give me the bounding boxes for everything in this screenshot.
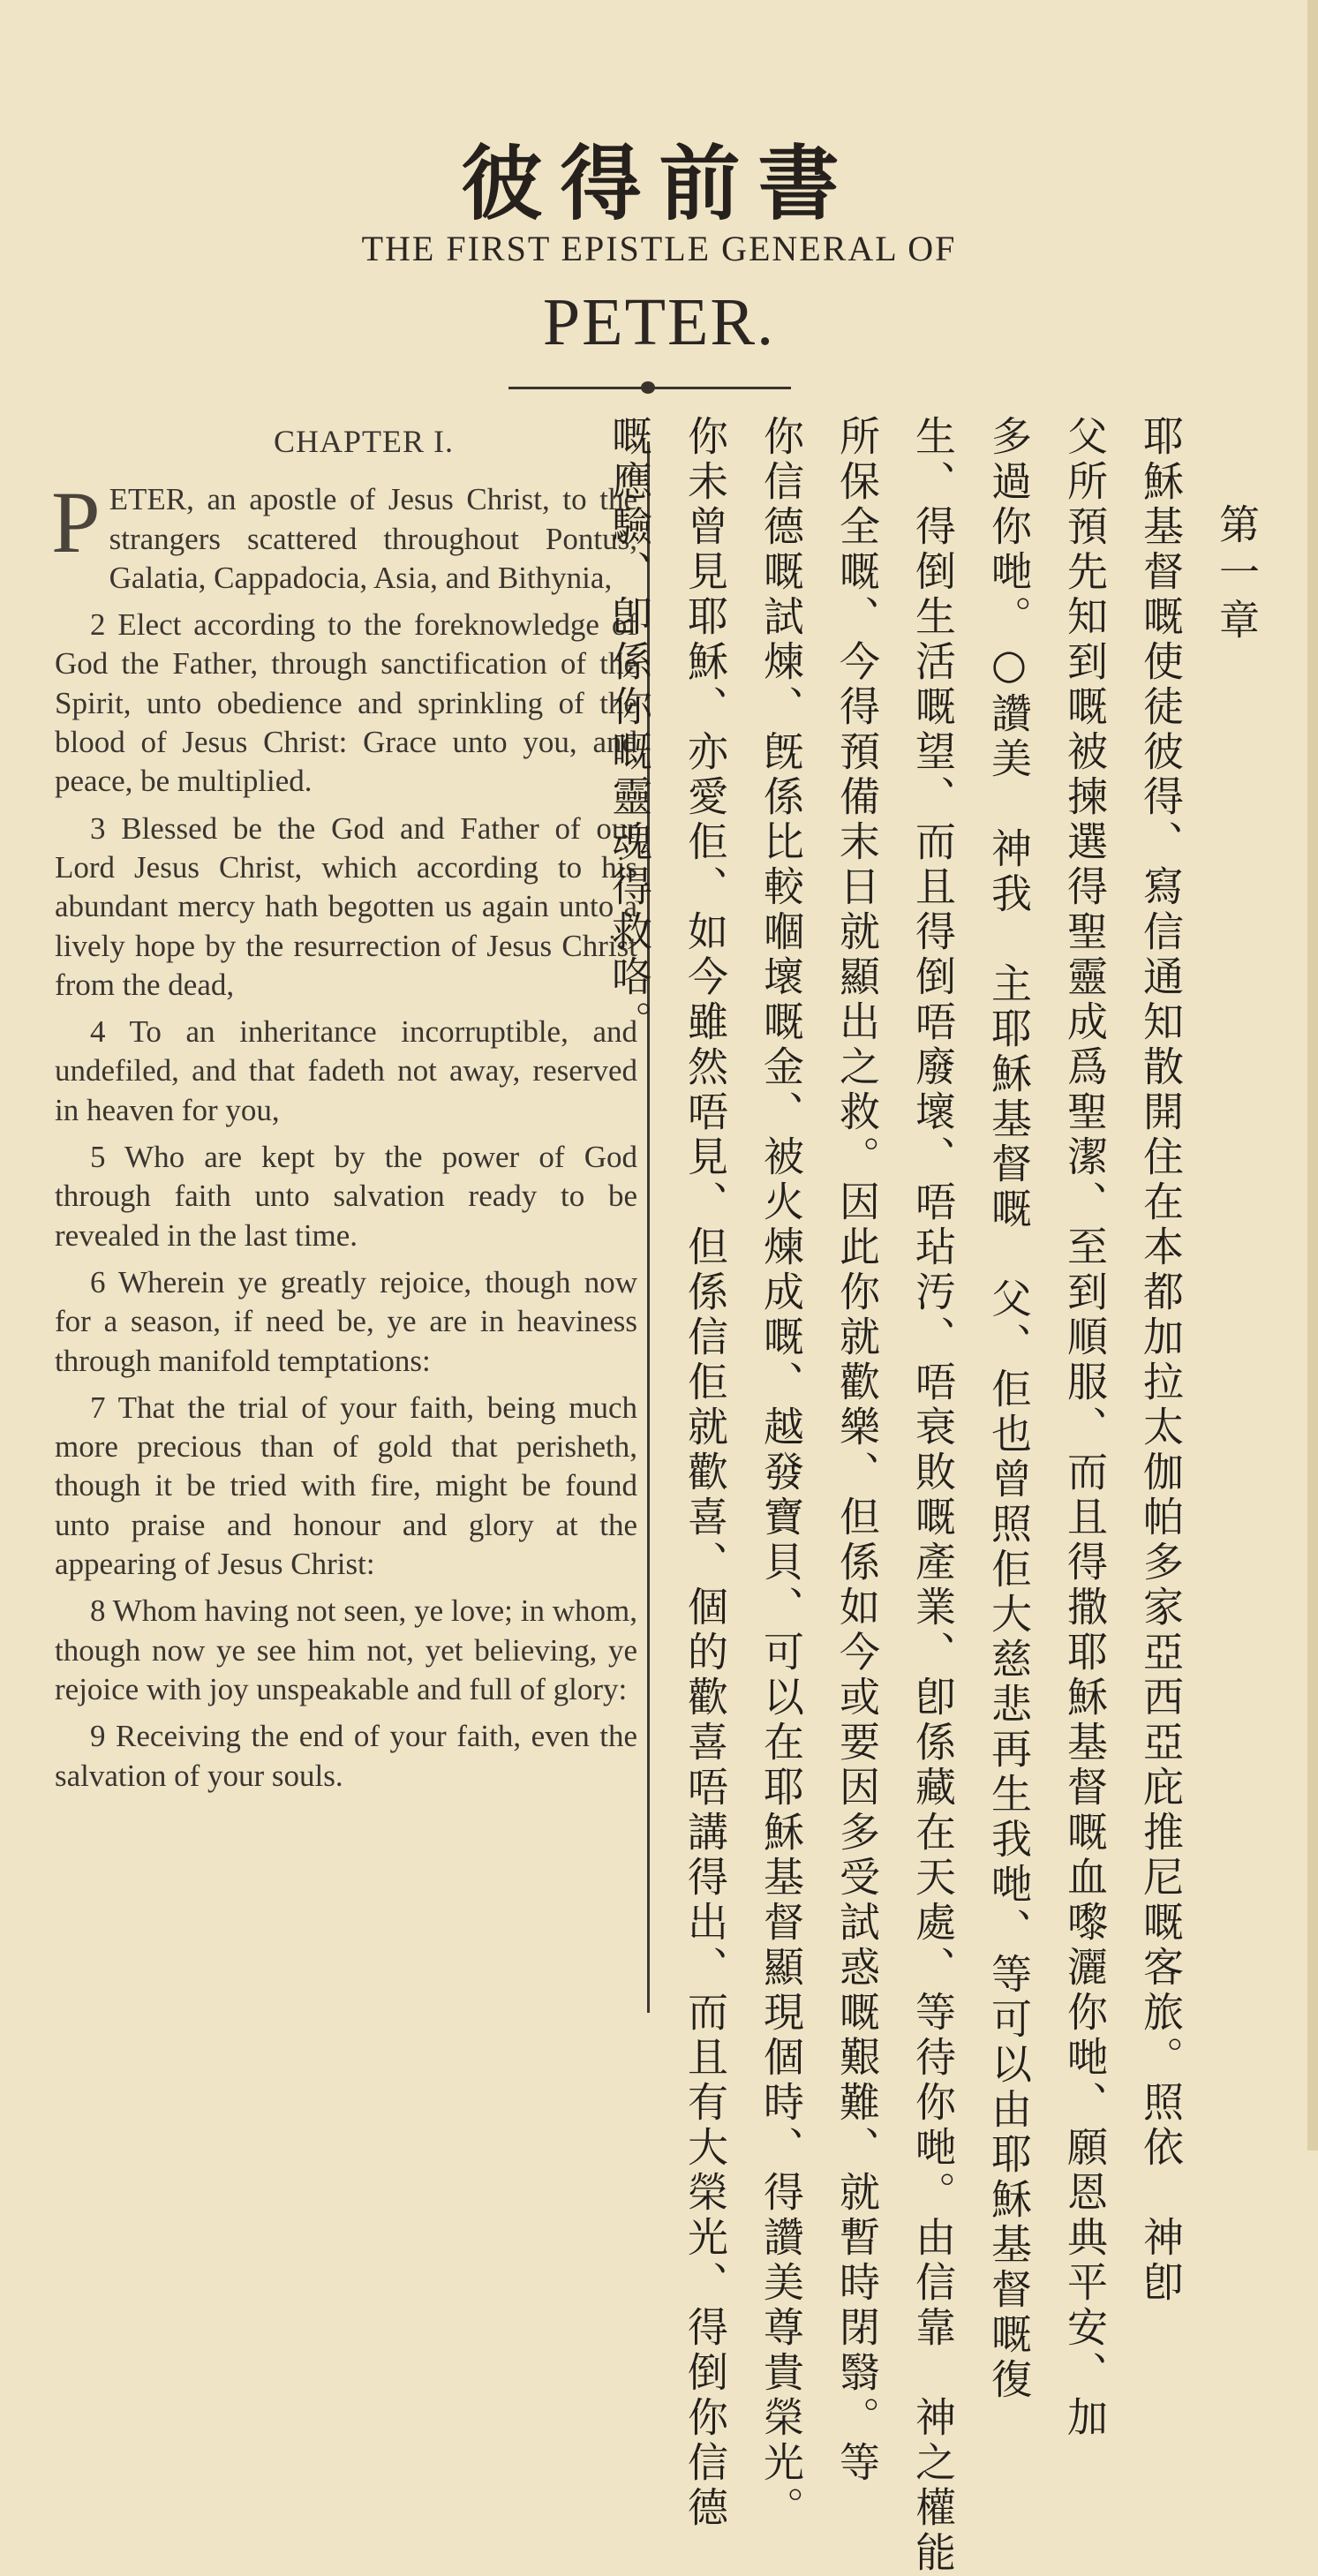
english-subtitle: THE FIRST EPISTLE GENERAL OF	[361, 229, 957, 268]
chinese-chapter-heading: 第一章	[1213, 503, 1261, 646]
verse-9: 9 Receiving the end of your faith, even the salvation of your souls.	[55, 1719, 637, 1793]
chinese-line: 你未曾見耶穌、亦愛佢、如今雖然唔見、但係信佢就歡喜、個的歡喜唔講得出、而且有大榮光、得倒你信德	[682, 415, 729, 2531]
chinese-book-title: 彼得前書	[461, 136, 857, 231]
verse-7: 7 That the trial of your faith, being much more precious than of gold that perisheth, though it be tried with fire, might be found unto praise and honour and glory at the appearing of Jesus Christ:	[55, 1390, 637, 1582]
chinese-line: 你信德嘅試煉、旣係比較嗰壞嘅金、被火煉成嘅、越發寶貝、可以在耶穌基督顯現個時、得讚美尊貴榮光。	[757, 415, 805, 2531]
chinese-line: 嘅應驗、卽係你嘅靈魂得救咯。	[606, 415, 653, 1045]
chapter-heading: CHAPTER I.	[273, 424, 454, 459]
verse-8: 8 Whom having not seen, ye love; in whom, though now ye see him not, yet believing, ye rejoice with joy unspeakable and full of glory:	[55, 1593, 637, 1706]
english-book-title: PETER.	[542, 285, 776, 359]
verse-1: PETER, an apostle of Jesus Christ, to the strangers scattered throughout Pontus, Galatia, Cappadocia, Asia, and Bithynia,	[51, 473, 637, 595]
bleed-through-header	[0, 49, 1318, 93]
chinese-line: 生、得倒生活嘅望、而且得倒唔廢壞、唔玷汚、唔衰敗嘅產業、卽係藏在天處、等待你哋。由信靠 神之權能	[909, 415, 957, 2576]
chinese-text-column	[606, 415, 1262, 2576]
verse-6: 6 Wherein ye greatly rejoice, though now for a season, if need be, ye are in heaviness through manifold temptations:	[55, 1264, 637, 1378]
chinese-line: 耶穌基督嘅使徒彼得、寫信通知散開住在本都加拉太伽帕多家亞西亞庇推尼嘅客旅。照依 神卽	[1137, 415, 1185, 2306]
verse-2: 2 Elect according to the foreknowledge of God the Father, through sanctification of the Spirit, unto obedience and sprinkling of the blood of Jesus Christ: Grace unto you, and peace, be multiplied.	[55, 607, 637, 799]
english-text-column	[51, 422, 637, 1804]
verse-3: 3 Blessed be the God and Father of our Lord Jesus Christ, which according to his abundant mercy hath begotten us again unto a lively hope by the resurrection of Jesus Christ from the dead,	[55, 810, 637, 1002]
drop-cap: P	[51, 473, 101, 572]
verse-5: 5 Who are kept by the power of God through faith unto salvation ready to be revealed in the last time.	[55, 1140, 637, 1253]
chinese-line: 多過你哋。○讚美 神我 主耶穌基督嘅 父、佢也曾照佢大慈悲再生我哋、等可以由耶穌基督嘅復	[985, 415, 1033, 2403]
page-edge	[1307, 0, 1318, 2150]
chinese-line: 父所預先知到嘅被揀選得聖靈成爲聖潔、至到順服、而且得撒耶穌基督嘅血嚟灑你哋、願恩典平安、加	[1061, 415, 1109, 2441]
verse-4: 4 To an inheritance incorruptible, and undefiled, and that fadeth not away, reserved in heaven for you,	[55, 1014, 637, 1127]
chinese-line: 所保全嘅、今得預備末日就顯出之救。因此你就歡樂、但係如今或要因多受試惑嘅艱難、就暫時閉翳。等	[833, 415, 881, 2486]
title-rule-ornament	[641, 381, 655, 394]
